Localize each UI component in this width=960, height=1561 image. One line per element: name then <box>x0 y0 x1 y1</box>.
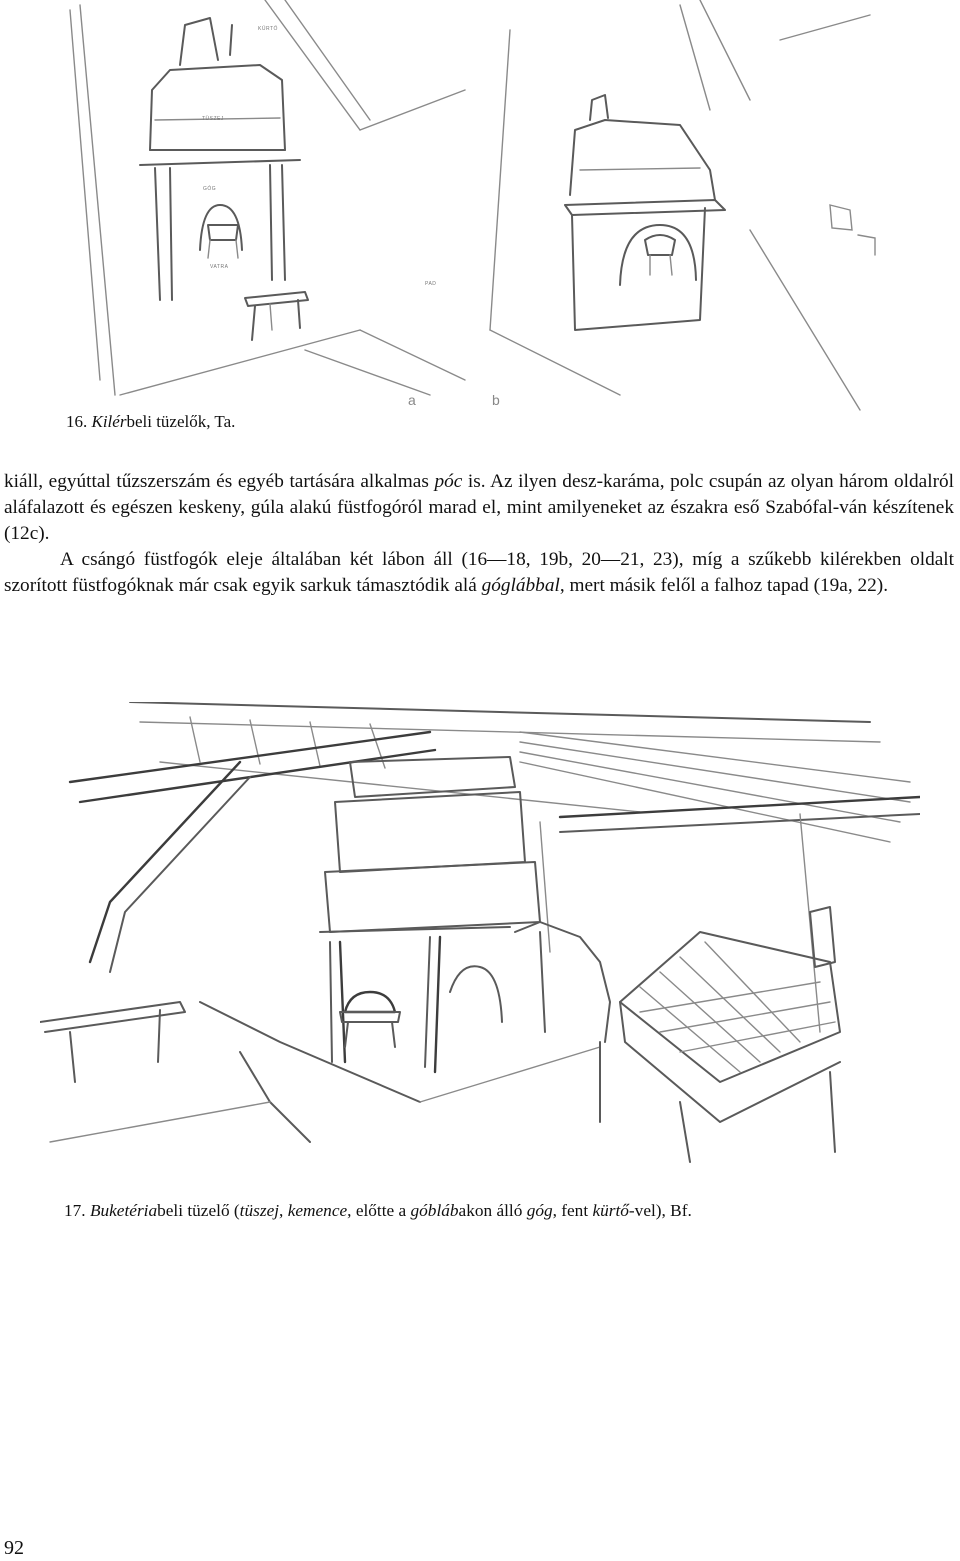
caption-text: , előtte a <box>347 1201 411 1220</box>
caption-number: 17. <box>64 1201 86 1220</box>
caption-separator: , <box>279 1201 288 1220</box>
label-vatra: VATRA <box>210 264 229 270</box>
paragraph-2-text: A csángó füstfogók eleje általában két lábon áll (16—18, 19b, 20—21, 23), míg a szűkebb kilérekben oldalt szorított füstfogóknak már csak egyik sarkuk támasztódik alá <box>4 549 954 596</box>
body-text <box>4 469 954 599</box>
figure-16-drawing <box>60 0 890 412</box>
label-pad: PAD <box>425 281 437 287</box>
term-kurto: kürtő <box>592 1201 629 1220</box>
figure-17-sketch <box>40 702 920 1192</box>
figure-16-letter-a: a <box>408 392 416 408</box>
paragraph-2-text-cont: , mert másik felől a falhoz tapad (19a, 22). <box>559 575 889 596</box>
caption-place: Buketéria <box>89 1201 158 1220</box>
caption-place: Kilér <box>91 412 127 431</box>
term-goblab: góbláb <box>410 1201 459 1220</box>
figure-16-letter-b: b <box>492 392 500 408</box>
paragraph-1-text: kiáll, egyúttal tűzszerszám és egyéb tartására alkalmas <box>4 471 435 492</box>
page-number: 92 <box>4 1537 24 1559</box>
paragraph-2 <box>4 547 954 599</box>
label-kurto: KÜRTŐ <box>258 26 278 32</box>
term-tuszej: tüszej <box>239 1201 280 1220</box>
paragraph-1-text-cont: is. Az ilyen desz-karáma, polc csupán az olyan három oldalról aláfalazott és egészen keskeny, gúla alakú füstfogóról marad el, mint amilyeneket az északra eső Szabófal-ván készítenek (12c). <box>4 471 954 544</box>
figure-16-caption <box>66 411 235 432</box>
caption-text: , fent <box>552 1201 593 1220</box>
label-gog: GÓG <box>203 186 217 192</box>
figure-17-caption <box>4 1198 956 1224</box>
term-poc: póc <box>434 471 463 492</box>
caption-number: 16. <box>66 412 88 431</box>
figure-17-drawing <box>40 702 920 1192</box>
caption-rest: beli tüzelők, Ta. <box>126 412 236 431</box>
term-goglabbal: góglábbal <box>481 575 560 596</box>
caption-text: beli tüzelő ( <box>157 1201 240 1220</box>
caption-text: -vel), Bf. <box>628 1201 692 1220</box>
term-gog: góg <box>526 1201 553 1220</box>
figure-16-sketch <box>60 0 890 412</box>
term-kemence: kemence <box>287 1201 348 1220</box>
label-tuszej: TÜSZEJ <box>202 116 224 122</box>
paragraph-1 <box>4 469 954 547</box>
caption-text: akon álló <box>458 1201 527 1220</box>
